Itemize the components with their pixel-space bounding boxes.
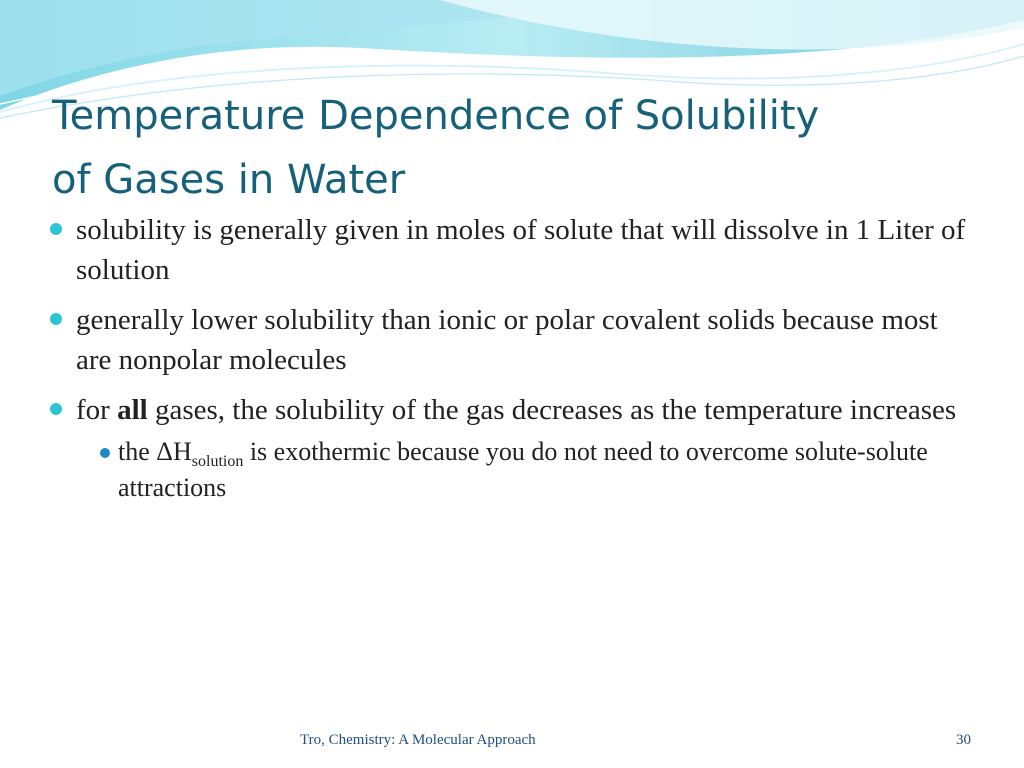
bullet-text-emphasis: all (117, 394, 148, 426)
bullet-dot-icon (50, 403, 62, 415)
bullet-temperature-effect (50, 390, 970, 506)
slide-title-line-2: of Gases in Water (52, 157, 406, 203)
bullet-solubility-units (50, 210, 970, 290)
sub-bullet-dot-icon (100, 448, 110, 458)
footer-citation: Tro, Chemistry: A Molecular Approach (300, 732, 536, 748)
bullet-list (50, 210, 970, 516)
bullet-lower-solubility (50, 300, 970, 380)
bullet-dot-icon (50, 223, 62, 235)
sub-bullet-text-start: the ΔH (118, 437, 192, 466)
sub-bullet-exothermic (76, 434, 970, 506)
page-number: 30 (956, 732, 971, 748)
slide-title (52, 84, 992, 212)
sub-bullet-list (76, 434, 970, 506)
bullet-text: solubility is generally given in moles of solute that will dissolve in 1 Liter of solution (76, 214, 966, 286)
sub-bullet-subscript: solution (191, 453, 244, 471)
bullet-text-end: gases, the solubility of the gas decreases as the temperature increases (147, 394, 957, 426)
bullet-text: generally lower solubility than ionic or polar covalent solids because most are nonpolar molecules (76, 304, 938, 376)
slide-title-line-1: Temperature Dependence of Solubility (52, 93, 820, 139)
sub-bullet-text-end: is exothermic because you do not need to overcome solute-solute attractions (118, 437, 928, 502)
bullet-dot-icon (50, 313, 62, 325)
bullet-text-start: for (76, 394, 118, 426)
